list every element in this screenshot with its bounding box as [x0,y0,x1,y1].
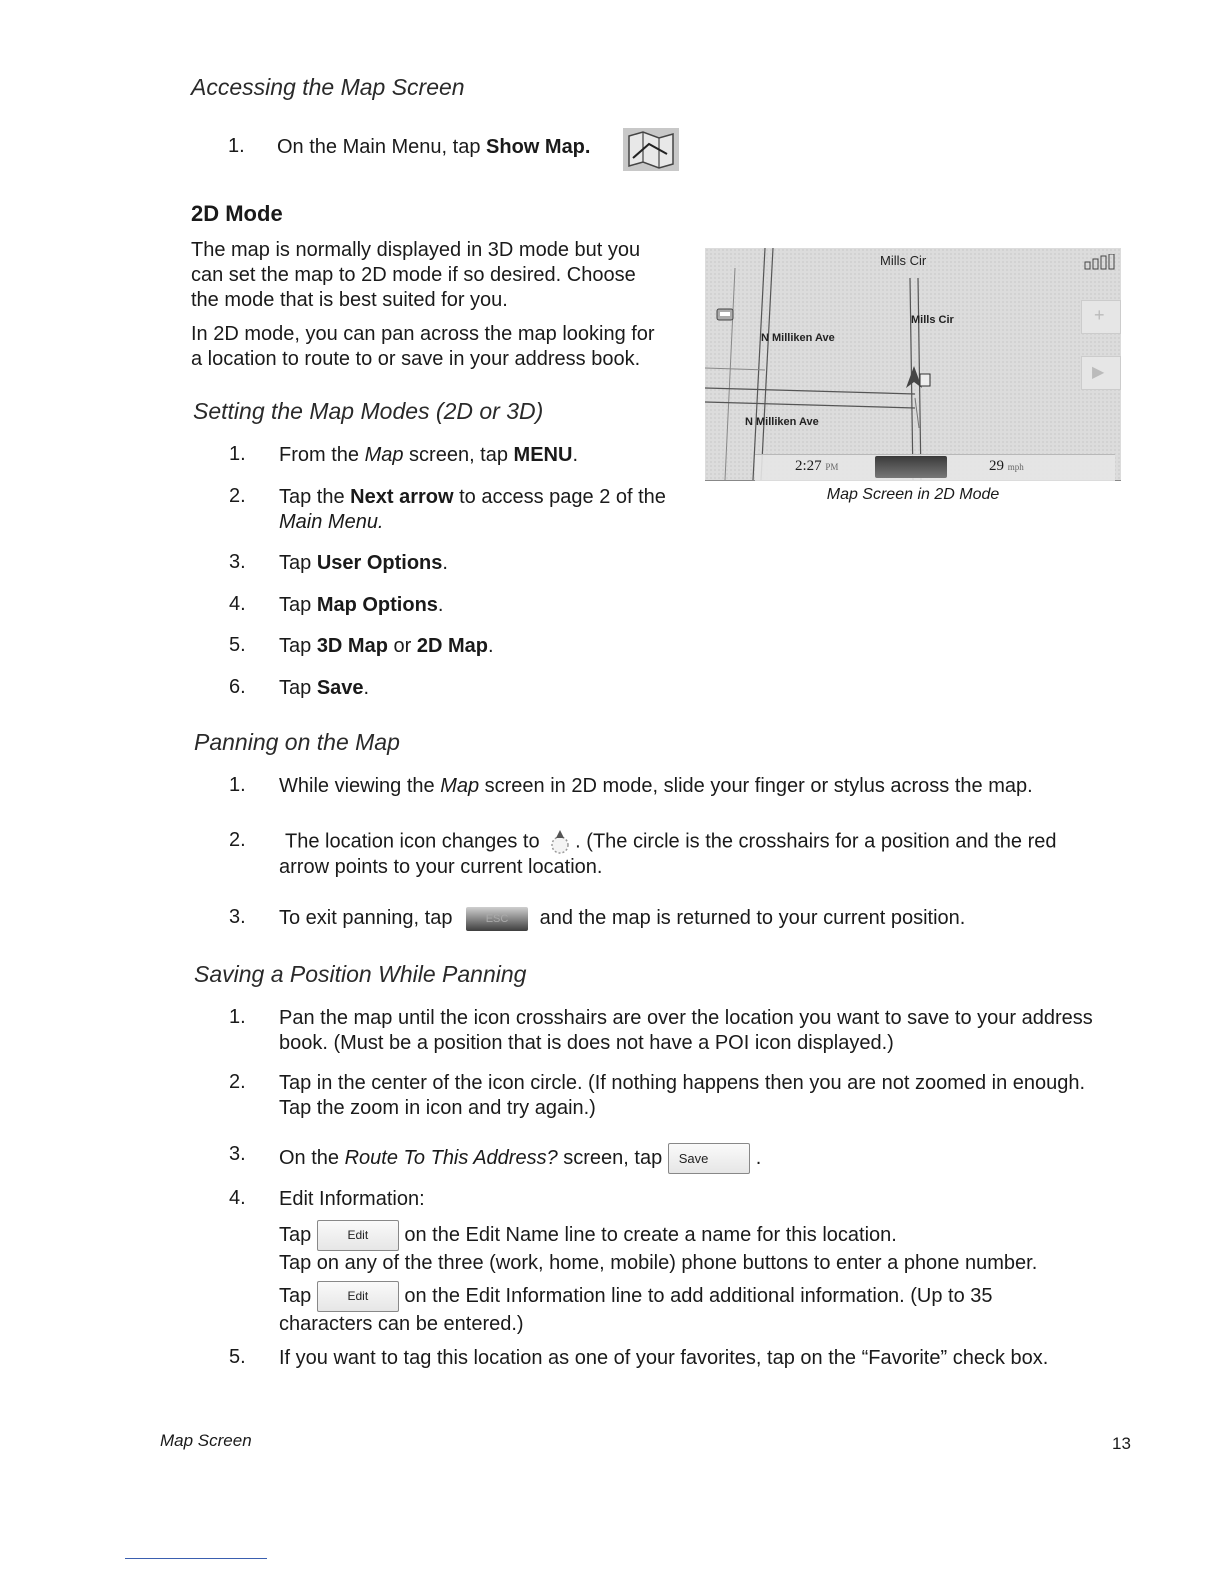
menu-button[interactable] [875,456,947,478]
figure-caption: Map Screen in 2D Mode [826,486,1000,503]
poi-icon [715,306,737,324]
step-tap-user-options: Tap User Options. [279,552,448,574]
step-number: 5. [229,1346,246,1368]
step-number: 1. [229,1006,246,1028]
step-number: 1. [229,443,246,465]
crosshair-location-icon [545,829,575,855]
step-number: 6. [229,676,246,698]
map-screenshot [705,248,1121,481]
step-number: 1. [229,774,246,796]
step-number: 2. [229,829,246,851]
step-route-to-address-save: On the Route To This Address? screen, tap Save . [279,1143,761,1174]
map-label-milliken-lower: N Milliken Ave [745,416,819,428]
paragraph-2d-pan: In 2D mode, you can pan across the map looking for a location to route to or save in your address book. [191,323,655,370]
footer-divider [125,1558,267,1559]
clock-time: 2:27 PM [795,458,839,474]
paragraph-2d-intro: The map is normally displayed in 3D mode but you can set the map to 2D mode if so desired. Choose the mode that is best suited for you. [191,239,641,311]
step-slide-finger: While viewing the Map screen in 2D mode, slide your finger or stylus across the map. [279,775,1033,797]
step-number: 3. [229,906,246,928]
speed-readout: 29 mph [989,458,1024,474]
heading-2d-mode: 2D Mode [191,201,283,226]
step-exit-panning: To exit panning, tap ESC and the map is returned to your current position. [279,907,966,929]
map-label-mills-cir-2: Mills Cir [911,314,954,326]
step-number: 5. [229,634,246,656]
step-tap-menu: From the Map screen, tap MENU. [279,444,578,466]
current-location-arrow-icon [904,364,934,392]
step-tap-save: Tap Save. [279,677,370,699]
volume-button[interactable] [1081,356,1121,390]
edit-name-button[interactable]: Edit [317,1220,399,1251]
esc-button[interactable]: ESC [466,907,528,931]
signal-icon [1083,254,1117,270]
step-location-icon-changes: The location icon changes to . (The circle is the crosshairs for a position and the red arrow points to your current location. [279,830,1057,878]
step-number: 4. [229,1187,246,1209]
step-favorite-checkbox: If you want to tag this location as one of your favorites, tap on the “Favorite” check box. [279,1347,1049,1369]
step-number: 2. [229,485,246,507]
page-number: 13 [1112,1434,1131,1453]
edit-information-button[interactable]: Edit [317,1281,399,1312]
save-button[interactable]: Save [668,1143,750,1174]
step-number: 4. [229,593,246,615]
zoom-in-icon: + [1094,305,1105,325]
heading-setting-map-modes: Setting the Map Modes (2D or 3D) [193,398,544,424]
step-number: 2. [229,1071,246,1093]
step-number: 3. [229,1143,246,1165]
map-label-mills-cir: Mills Cir [880,253,927,268]
step-tap-center-circle: Tap in the center of the icon circle. (If nothing happens then you are not zoomed in enough. Tap the zoom in icon and try again.) [279,1072,1086,1119]
zoom-in-button[interactable] [1081,300,1121,334]
step-tap-3d-2d-map: Tap 3D Map or 2D Map. [279,635,494,657]
step-show-map: On the Main Menu, tap Show Map. [277,136,591,158]
heading-accessing-map: Accessing the Map Screen [191,74,465,100]
step-pan-until-crosshairs: Pan the map until the icon crosshairs are over the location you want to save to your address book. (Must be a position that is does not have a POI icon displayed.) [279,1007,1093,1054]
step-number: 3. [229,551,246,573]
step-tap-map-options: Tap Map Options. [279,594,444,616]
heading-saving-position: Saving a Position While Panning [194,961,527,987]
heading-panning: Panning on the Map [194,729,400,755]
speaker-icon: ▶ [1092,364,1105,381]
step-tap-next-arrow: Tap the Next arrow to access page 2 of the Main Menu. [279,486,666,533]
show-map-icon [623,128,679,171]
step-number: 1. [228,135,245,157]
step-edit-information: Edit Information: Tap Edit on the Edit Name line to create a name for this location. Tap on any of the three (work, home, mobile) phone buttons to enter a phone number. Tap Edit on the Edit Information line to add additional information. (Up to 35 characters can be entered.) [279,1188,1038,1335]
footer-section-title: Map Screen [160,1431,252,1450]
map-label-milliken-upper: N Milliken Ave [761,332,835,344]
